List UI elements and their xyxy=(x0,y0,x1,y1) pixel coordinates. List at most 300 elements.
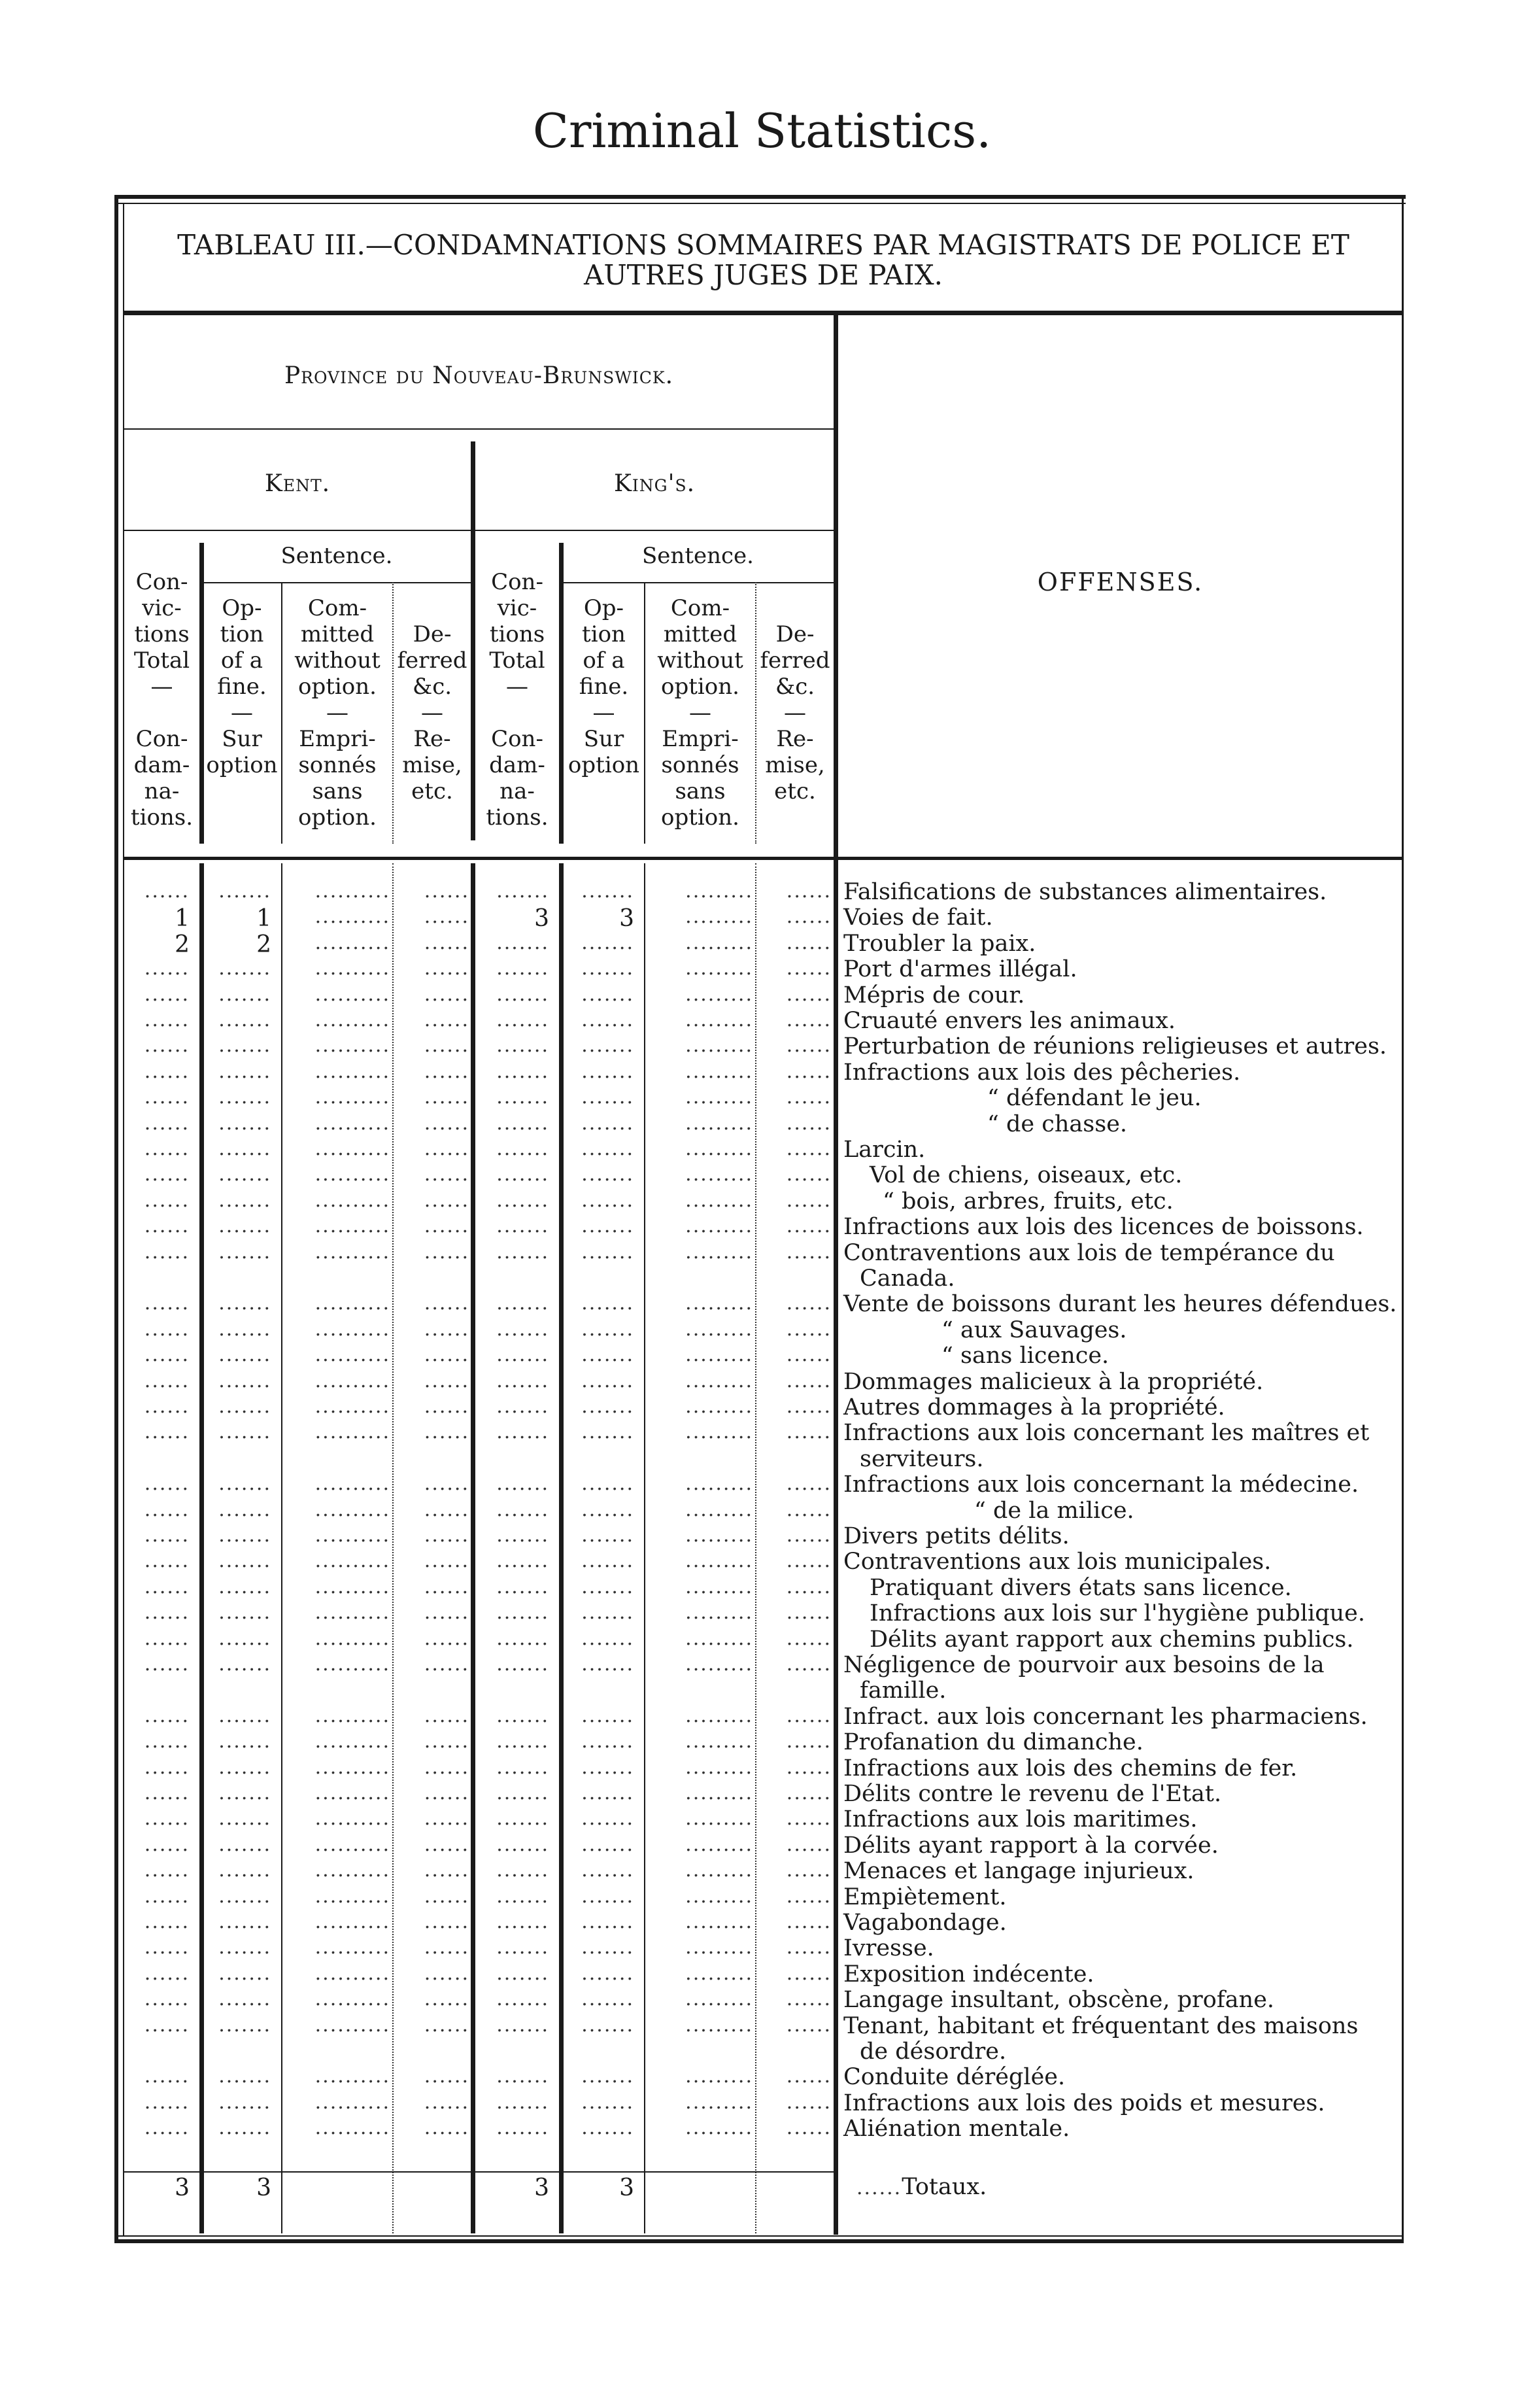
empty-cell-leader: ....... xyxy=(218,982,271,1006)
frame-border-right xyxy=(1402,195,1404,2241)
empty-cell-leader: .......... xyxy=(314,957,390,980)
empty-cell-leader: .......... xyxy=(314,2116,390,2140)
header-line: option. xyxy=(661,804,739,831)
empty-cell-leader: ...... xyxy=(424,1137,469,1160)
offense-label: Vagabondage. xyxy=(843,1910,1007,1936)
empty-cell-leader: ....... xyxy=(581,1987,634,2011)
header-line: Re- xyxy=(413,726,451,752)
empty-cell-leader: ...... xyxy=(786,1730,832,1753)
header-line: ferred xyxy=(397,647,467,674)
empty-cell-leader: ....... xyxy=(218,1008,271,1031)
header-line: vic- xyxy=(142,595,182,621)
empty-cell-leader: ...... xyxy=(144,1395,190,1418)
empty-cell-leader: .......... xyxy=(314,1163,390,1186)
offense-label: Mépris de cour. xyxy=(843,982,1025,1008)
empty-cell-leader: ...... xyxy=(424,1343,469,1367)
empty-cell-leader: .......... xyxy=(314,982,390,1006)
offense-label: Pratiquant divers états sans licence. xyxy=(870,1574,1292,1601)
empty-cell-leader: ....... xyxy=(581,1395,634,1418)
total-kent-option: 3 xyxy=(256,2175,271,2201)
empty-cell-leader: ...... xyxy=(424,1626,469,1650)
empty-cell-leader: ....... xyxy=(218,1240,271,1264)
empty-cell-leader: ....... xyxy=(496,1730,549,1753)
offense-label: Autres dommages à la propriété. xyxy=(843,1394,1225,1420)
header-line: vic- xyxy=(497,595,537,621)
empty-cell-leader: .......... xyxy=(314,1704,390,1727)
empty-cell-leader: ....... xyxy=(581,1472,634,1496)
empty-cell-leader: .......... xyxy=(314,1420,390,1444)
empty-cell-leader: ......... xyxy=(685,1240,753,1264)
empty-cell-leader: ...... xyxy=(786,1008,832,1031)
empty-cell-leader: ....... xyxy=(581,1111,634,1135)
empty-cell-leader: .......... xyxy=(314,1884,390,1908)
empty-cell-leader: ...... xyxy=(424,2013,469,2037)
header-line: tions. xyxy=(130,804,194,831)
offense-label: Contraventions aux lois de tempérance du xyxy=(843,1239,1335,1266)
empty-cell-leader: .......... xyxy=(314,1575,390,1598)
empty-cell-leader: ....... xyxy=(218,1601,271,1625)
empty-cell-leader: ...... xyxy=(144,1472,190,1496)
empty-cell-leader: ...... xyxy=(786,1807,832,1831)
empty-cell-leader: ......... xyxy=(685,1008,753,1031)
empty-cell-leader: ...... xyxy=(144,1626,190,1650)
empty-cell-leader: ......... xyxy=(685,1987,753,2011)
frame-border-left xyxy=(114,195,118,2241)
empty-cell-leader: ....... xyxy=(581,1781,634,1804)
empty-cell-leader: .......... xyxy=(314,1317,390,1341)
kings-conv-divider xyxy=(559,543,564,844)
header-line: of a xyxy=(583,647,625,674)
empty-cell-leader: ...... xyxy=(786,1575,832,1598)
offense-label: Dommages malicieux à la propriété. xyxy=(843,1368,1264,1395)
offense-label: Conduite déréglée. xyxy=(843,2064,1066,2091)
empty-cell-leader: ....... xyxy=(496,1137,549,1160)
empty-cell-leader: ....... xyxy=(496,1214,549,1238)
empty-cell-leader: ....... xyxy=(218,1575,271,1598)
county-kent: Kent. xyxy=(264,470,331,497)
empty-cell-leader: ...... xyxy=(424,1395,469,1418)
empty-cell-leader: ...... xyxy=(144,1369,190,1392)
empty-cell-leader: ...... xyxy=(424,957,469,980)
empty-cell-leader: ....... xyxy=(496,1111,549,1135)
empty-cell-leader: ...... xyxy=(144,1111,190,1135)
empty-cell-leader: ...... xyxy=(144,1008,190,1031)
empty-cell-leader: ...... xyxy=(424,1781,469,1804)
offenses-divider xyxy=(834,315,838,2235)
kent-sentence-rule xyxy=(203,582,471,583)
empty-cell-leader: ...... xyxy=(144,1807,190,1831)
empty-cell-leader: ......... xyxy=(685,1524,753,1547)
empty-cell-leader: ...... xyxy=(786,2065,832,2088)
empty-cell-leader: ....... xyxy=(581,1008,634,1031)
empty-cell-leader: .......... xyxy=(314,1936,390,1959)
empty-cell-leader: ....... xyxy=(218,1395,271,1418)
empty-cell-leader: ...... xyxy=(424,1884,469,1908)
empty-cell-leader: ...... xyxy=(786,2116,832,2140)
empty-cell-leader: ....... xyxy=(496,1420,549,1444)
empty-cell-leader: ....... xyxy=(581,1626,634,1650)
empty-cell-leader: ...... xyxy=(144,957,190,980)
header-line: mitted xyxy=(663,621,737,647)
offense-label: Infractions aux lois sur l'hygiène publique. xyxy=(870,1600,1366,1627)
empty-cell-leader: ...... xyxy=(144,1524,190,1547)
empty-cell-leader: ....... xyxy=(581,1601,634,1625)
header-line: fine. xyxy=(579,674,629,700)
empty-cell-leader: ...... xyxy=(786,1059,832,1083)
value-cell: 2 xyxy=(256,931,271,958)
empty-cell-leader: ...... xyxy=(786,1549,832,1573)
empty-cell-leader: ...... xyxy=(786,905,832,929)
heading-rule xyxy=(124,311,1402,315)
offense-label: Falsifications de substances alimentaires. xyxy=(843,879,1327,905)
empty-cell-leader: ....... xyxy=(581,931,634,954)
header-line: Op- xyxy=(222,595,262,621)
header-line: etc. xyxy=(411,778,453,804)
offense-label: Perturbation de réunions religieuses et autres. xyxy=(843,1033,1387,1060)
header-line: tions xyxy=(134,621,190,647)
header-line: mise, xyxy=(402,752,462,778)
empty-cell-leader: ......... xyxy=(685,1034,753,1058)
offense-label: Infractions aux lois concernant la médecine. xyxy=(843,1471,1359,1498)
empty-cell-leader: ......... xyxy=(685,1626,753,1650)
kings-sentence-rule xyxy=(562,582,834,583)
empty-cell-leader: .......... xyxy=(314,1524,390,1547)
empty-cell-leader: ...... xyxy=(786,1395,832,1418)
empty-cell-leader: ....... xyxy=(496,1317,549,1341)
empty-cell-leader: ......... xyxy=(685,1730,753,1753)
header-line: Con- xyxy=(135,726,188,752)
offense-label: Troubler la paix. xyxy=(843,930,1036,957)
empty-cell-leader: ......... xyxy=(685,1137,753,1160)
kings-deferred-header xyxy=(756,621,834,804)
empty-cell-leader: ....... xyxy=(218,1704,271,1727)
header-line: Sur xyxy=(222,726,262,752)
empty-cell-leader: ...... xyxy=(786,1317,832,1341)
empty-cell-leader: ....... xyxy=(581,1936,634,1959)
empty-cell-leader: ....... xyxy=(218,1910,271,1933)
empty-cell-leader: ....... xyxy=(581,1549,634,1573)
empty-cell-leader: ...... xyxy=(144,1034,190,1058)
offense-label: Port d'armes illégal. xyxy=(843,956,1077,983)
empty-cell-leader: ....... xyxy=(218,1472,271,1496)
empty-cell-leader: ......... xyxy=(685,2116,753,2140)
offense-label: Divers petits délits. xyxy=(843,1523,1070,1549)
empty-cell-leader: ...... xyxy=(424,1961,469,1985)
total-kings-option: 3 xyxy=(619,2175,634,2201)
empty-cell-leader: ...... xyxy=(144,1601,190,1625)
empty-cell-leader: ....... xyxy=(581,1961,634,1985)
empty-cell-leader: ....... xyxy=(218,880,271,903)
empty-cell-leader: ...... xyxy=(786,1111,832,1135)
empty-cell-leader: ...... xyxy=(144,2090,190,2114)
offense-label: Infractions aux lois maritimes. xyxy=(843,1806,1198,1833)
offense-label: Menaces et langage injurieux. xyxy=(843,1858,1194,1885)
empty-cell-leader: .......... xyxy=(314,1653,390,1676)
total-kings-convictions: 3 xyxy=(534,2175,549,2201)
empty-cell-leader: ....... xyxy=(496,1910,549,1933)
empty-cell-leader: ....... xyxy=(581,1859,634,1882)
empty-cell-leader: ....... xyxy=(581,1653,634,1676)
kings-convictions-header xyxy=(475,569,559,831)
empty-cell-leader: ....... xyxy=(581,1704,634,1727)
kent-committed-header xyxy=(282,595,392,831)
empty-cell-leader: ....... xyxy=(496,1369,549,1392)
header-bottom-rule xyxy=(124,857,1402,860)
empty-cell-leader: ....... xyxy=(218,1936,271,1959)
header-line: etc. xyxy=(774,778,816,804)
value-cell: 1 xyxy=(256,905,271,933)
province-rule xyxy=(124,428,834,430)
empty-cell-leader: ....... xyxy=(496,2065,549,2088)
empty-cell-leader: ....... xyxy=(581,1137,634,1160)
empty-cell-leader: ......... xyxy=(685,1214,753,1238)
empty-cell-leader: ......... xyxy=(685,1111,753,1135)
kent-option-header xyxy=(203,595,281,778)
empty-cell-leader: ......... xyxy=(685,1420,753,1444)
offense-label: famille. xyxy=(860,1677,947,1704)
empty-cell-leader: ......... xyxy=(685,1832,753,1856)
empty-cell-leader: ...... xyxy=(786,1498,832,1521)
offense-label: Infractions aux lois des chemins de fer. xyxy=(843,1755,1298,1781)
header-line: option xyxy=(206,752,278,778)
empty-cell-leader: ...... xyxy=(424,1369,469,1392)
empty-cell-leader: ......... xyxy=(685,1575,753,1598)
empty-cell-leader: ....... xyxy=(218,1086,271,1109)
empty-cell-leader: ....... xyxy=(581,1163,634,1186)
empty-cell-leader: .......... xyxy=(314,1987,390,2011)
empty-cell-leader: ....... xyxy=(581,1498,634,1521)
empty-cell-leader: ....... xyxy=(218,1884,271,1908)
empty-cell-leader: ....... xyxy=(218,1781,271,1804)
header-line: fine. xyxy=(217,674,267,700)
empty-cell-leader: ...... xyxy=(786,1420,832,1444)
empty-cell-leader: ...... xyxy=(424,1188,469,1212)
empty-cell-leader: ....... xyxy=(496,1086,549,1109)
empty-cell-leader: ......... xyxy=(685,2090,753,2114)
empty-cell-leader: ....... xyxy=(581,1292,634,1315)
empty-cell-leader: ...... xyxy=(424,1653,469,1676)
empty-cell-leader: ...... xyxy=(424,1008,469,1031)
header-line: option xyxy=(567,752,640,778)
header-line: mise, xyxy=(765,752,825,778)
empty-cell-leader: ...... xyxy=(424,1832,469,1856)
empty-cell-leader: ......... xyxy=(685,1369,753,1392)
offense-label: Vol de chiens, oiseaux, etc. xyxy=(870,1162,1183,1189)
empty-cell-leader: .......... xyxy=(314,1240,390,1264)
header-line: — xyxy=(784,700,806,726)
empty-cell-leader: ....... xyxy=(581,1884,634,1908)
empty-cell-leader: ....... xyxy=(496,1807,549,1831)
empty-cell-leader: ......... xyxy=(685,1292,753,1315)
empty-cell-leader: ...... xyxy=(786,1240,832,1264)
empty-cell-leader: ......... xyxy=(685,1188,753,1212)
value-cell: 1 xyxy=(175,905,190,933)
empty-cell-leader: ......... xyxy=(685,931,753,954)
offense-label: Négligence de pourvoir aux besoins de la xyxy=(843,1652,1325,1678)
offense-label: Cruauté envers les animaux. xyxy=(843,1008,1176,1034)
empty-cell-leader: ......... xyxy=(685,880,753,903)
empty-cell-leader: ....... xyxy=(581,1034,634,1058)
frame-border-bottom xyxy=(114,2239,1404,2243)
empty-cell-leader: .......... xyxy=(314,1472,390,1496)
empty-cell-leader: ......... xyxy=(685,1704,753,1727)
empty-cell-leader: ....... xyxy=(581,1214,634,1238)
offense-label: Tenant, habitant et fréquentant des maisons xyxy=(843,2012,1359,2039)
empty-cell-leader: ...... xyxy=(424,1524,469,1547)
header-line: Total xyxy=(133,647,190,674)
totals-rule xyxy=(124,2171,837,2173)
header-line: na- xyxy=(500,778,535,804)
totals-label-text: Totaux. xyxy=(902,2174,987,2200)
empty-cell-leader: ....... xyxy=(581,982,634,1006)
empty-cell-leader: ...... xyxy=(144,1704,190,1727)
empty-cell-leader: ...... xyxy=(144,1781,190,1804)
empty-cell-leader: ......... xyxy=(685,1059,753,1083)
empty-cell-leader: ...... xyxy=(424,1163,469,1186)
header-line: Con- xyxy=(491,726,543,752)
empty-cell-leader: ....... xyxy=(218,2116,271,2140)
empty-cell-leader: ...... xyxy=(424,1575,469,1598)
header-line: — xyxy=(506,674,528,700)
empty-cell-leader: .......... xyxy=(314,1807,390,1831)
empty-cell-leader: ....... xyxy=(496,1549,549,1573)
empty-cell-leader: ....... xyxy=(218,1317,271,1341)
empty-cell-leader: .......... xyxy=(314,1111,390,1135)
empty-cell-leader: .......... xyxy=(314,1730,390,1753)
empty-cell-leader: ....... xyxy=(581,2065,634,2088)
header-line: tions xyxy=(489,621,545,647)
header-line: option. xyxy=(661,674,739,700)
kings-conv-body-rule xyxy=(559,863,564,2233)
empty-cell-leader: ...... xyxy=(144,1936,190,1959)
offense-label: “ de la milice. xyxy=(974,1497,1134,1524)
empty-cell-leader: ...... xyxy=(424,1549,469,1573)
empty-cell-leader: ....... xyxy=(218,1292,271,1315)
empty-cell-leader: ...... xyxy=(424,1240,469,1264)
offense-label: Profanation du dimanche. xyxy=(843,1729,1143,1756)
offense-label: Langage insultant, obscène, profane. xyxy=(843,1987,1275,2014)
table-heading: TABLEAU III.—CONDAMNATIONS SOMMAIRES PAR MAGISTRATS DE POLICE ET AUTRES JUGES DE PAIX. xyxy=(177,229,1349,291)
empty-cell-leader: ...... xyxy=(424,1086,469,1109)
empty-cell-leader: ....... xyxy=(496,1343,549,1367)
empty-cell-leader: ...... xyxy=(144,1343,190,1367)
empty-cell-leader: .......... xyxy=(314,1755,390,1779)
offense-label: Ivresse. xyxy=(843,1935,934,1962)
kent-deferred-header xyxy=(394,621,471,804)
empty-cell-leader: ...... xyxy=(786,1214,832,1238)
empty-cell-leader: ....... xyxy=(218,1420,271,1444)
empty-cell-leader: ...... xyxy=(424,1730,469,1753)
empty-cell-leader: ....... xyxy=(581,1188,634,1212)
header-line: Com- xyxy=(670,595,730,621)
empty-cell-leader: ....... xyxy=(218,1059,271,1083)
empty-cell-leader: ....... xyxy=(581,1086,634,1109)
empty-cell-leader: .......... xyxy=(314,1292,390,1315)
empty-cell-leader: ....... xyxy=(581,1807,634,1831)
empty-cell-leader: ......... xyxy=(685,1163,753,1186)
empty-cell-leader: ....... xyxy=(218,1755,271,1779)
header-line: without xyxy=(294,647,381,674)
empty-cell-leader: ...... xyxy=(424,1498,469,1521)
empty-cell-leader: ....... xyxy=(581,1755,634,1779)
empty-cell-leader: ....... xyxy=(496,1498,549,1521)
empty-cell-leader: ....... xyxy=(581,1369,634,1392)
empty-cell-leader: ....... xyxy=(496,1755,549,1779)
empty-cell-leader: ...... xyxy=(144,1498,190,1521)
empty-cell-leader: ...... xyxy=(144,1086,190,1109)
empty-cell-leader: ...... xyxy=(144,1240,190,1264)
empty-cell-leader: ....... xyxy=(496,1601,549,1625)
totals-label xyxy=(856,2175,987,2201)
empty-cell-leader: ...... xyxy=(424,1059,469,1083)
empty-cell-leader: ....... xyxy=(496,1240,549,1264)
empty-cell-leader: ...... xyxy=(786,1936,832,1959)
empty-cell-leader: ...... xyxy=(786,1601,832,1625)
empty-cell-leader: ...... xyxy=(424,1111,469,1135)
empty-cell-leader: ....... xyxy=(218,2065,271,2088)
empty-cell-leader: .......... xyxy=(314,1369,390,1392)
empty-cell-leader: ...... xyxy=(424,1601,469,1625)
empty-cell-leader: ...... xyxy=(144,1292,190,1315)
empty-cell-leader: ...... xyxy=(144,1653,190,1676)
empty-cell-leader: ....... xyxy=(218,1626,271,1650)
empty-cell-leader: .......... xyxy=(314,2013,390,2037)
empty-cell-leader: ...... xyxy=(144,1420,190,1444)
empty-cell-leader: ...... xyxy=(424,2065,469,2088)
header-line: Empri- xyxy=(299,726,376,752)
empty-cell-leader: ...... xyxy=(786,931,832,954)
empty-cell-leader: ...... xyxy=(144,1214,190,1238)
header-line: without xyxy=(657,647,743,674)
offense-label: “ de chasse. xyxy=(987,1110,1128,1137)
header-line: &c. xyxy=(412,674,452,700)
empty-cell-leader: .......... xyxy=(314,2090,390,2114)
empty-cell-leader: ......... xyxy=(685,1343,753,1367)
empty-cell-leader: .......... xyxy=(314,931,390,954)
empty-cell-leader: ......... xyxy=(685,2013,753,2037)
empty-cell-leader: .......... xyxy=(314,1343,390,1367)
empty-cell-leader: ....... xyxy=(496,1859,549,1882)
empty-cell-leader: ....... xyxy=(581,1910,634,1933)
empty-cell-leader: .......... xyxy=(314,1008,390,1031)
empty-cell-leader: ......... xyxy=(685,1910,753,1933)
empty-cell-leader: ....... xyxy=(218,1730,271,1753)
empty-cell-leader: ....... xyxy=(496,1059,549,1083)
header-line: mitted xyxy=(300,621,375,647)
header-line: — xyxy=(689,700,711,726)
header-line: tion xyxy=(582,621,626,647)
offense-label: Voies de fait. xyxy=(843,904,993,931)
header-line: — xyxy=(592,700,615,726)
frame-border-bottom-inner xyxy=(114,2235,1404,2237)
empty-cell-leader: ....... xyxy=(496,1832,549,1856)
empty-cell-leader: ...... xyxy=(424,982,469,1006)
empty-cell-leader: ...... xyxy=(144,1163,190,1186)
empty-cell-leader: ...... xyxy=(424,1317,469,1341)
empty-cell-leader: .......... xyxy=(314,1859,390,1882)
empty-cell-leader: ......... xyxy=(685,957,753,980)
empty-cell-leader: ...... xyxy=(144,1188,190,1212)
offense-label: Vente de boissons durant les heures défendues. xyxy=(843,1291,1397,1318)
county-kings: King's. xyxy=(613,470,696,497)
header-line: &c. xyxy=(775,674,815,700)
empty-cell-leader: ...... xyxy=(424,2116,469,2140)
offense-label: Canada. xyxy=(860,1265,955,1292)
empty-cell-leader: ....... xyxy=(496,1472,549,1496)
empty-cell-leader: ...... xyxy=(786,1163,832,1186)
header-line: Re- xyxy=(776,726,814,752)
empty-cell-leader: ...... xyxy=(786,1653,832,1676)
